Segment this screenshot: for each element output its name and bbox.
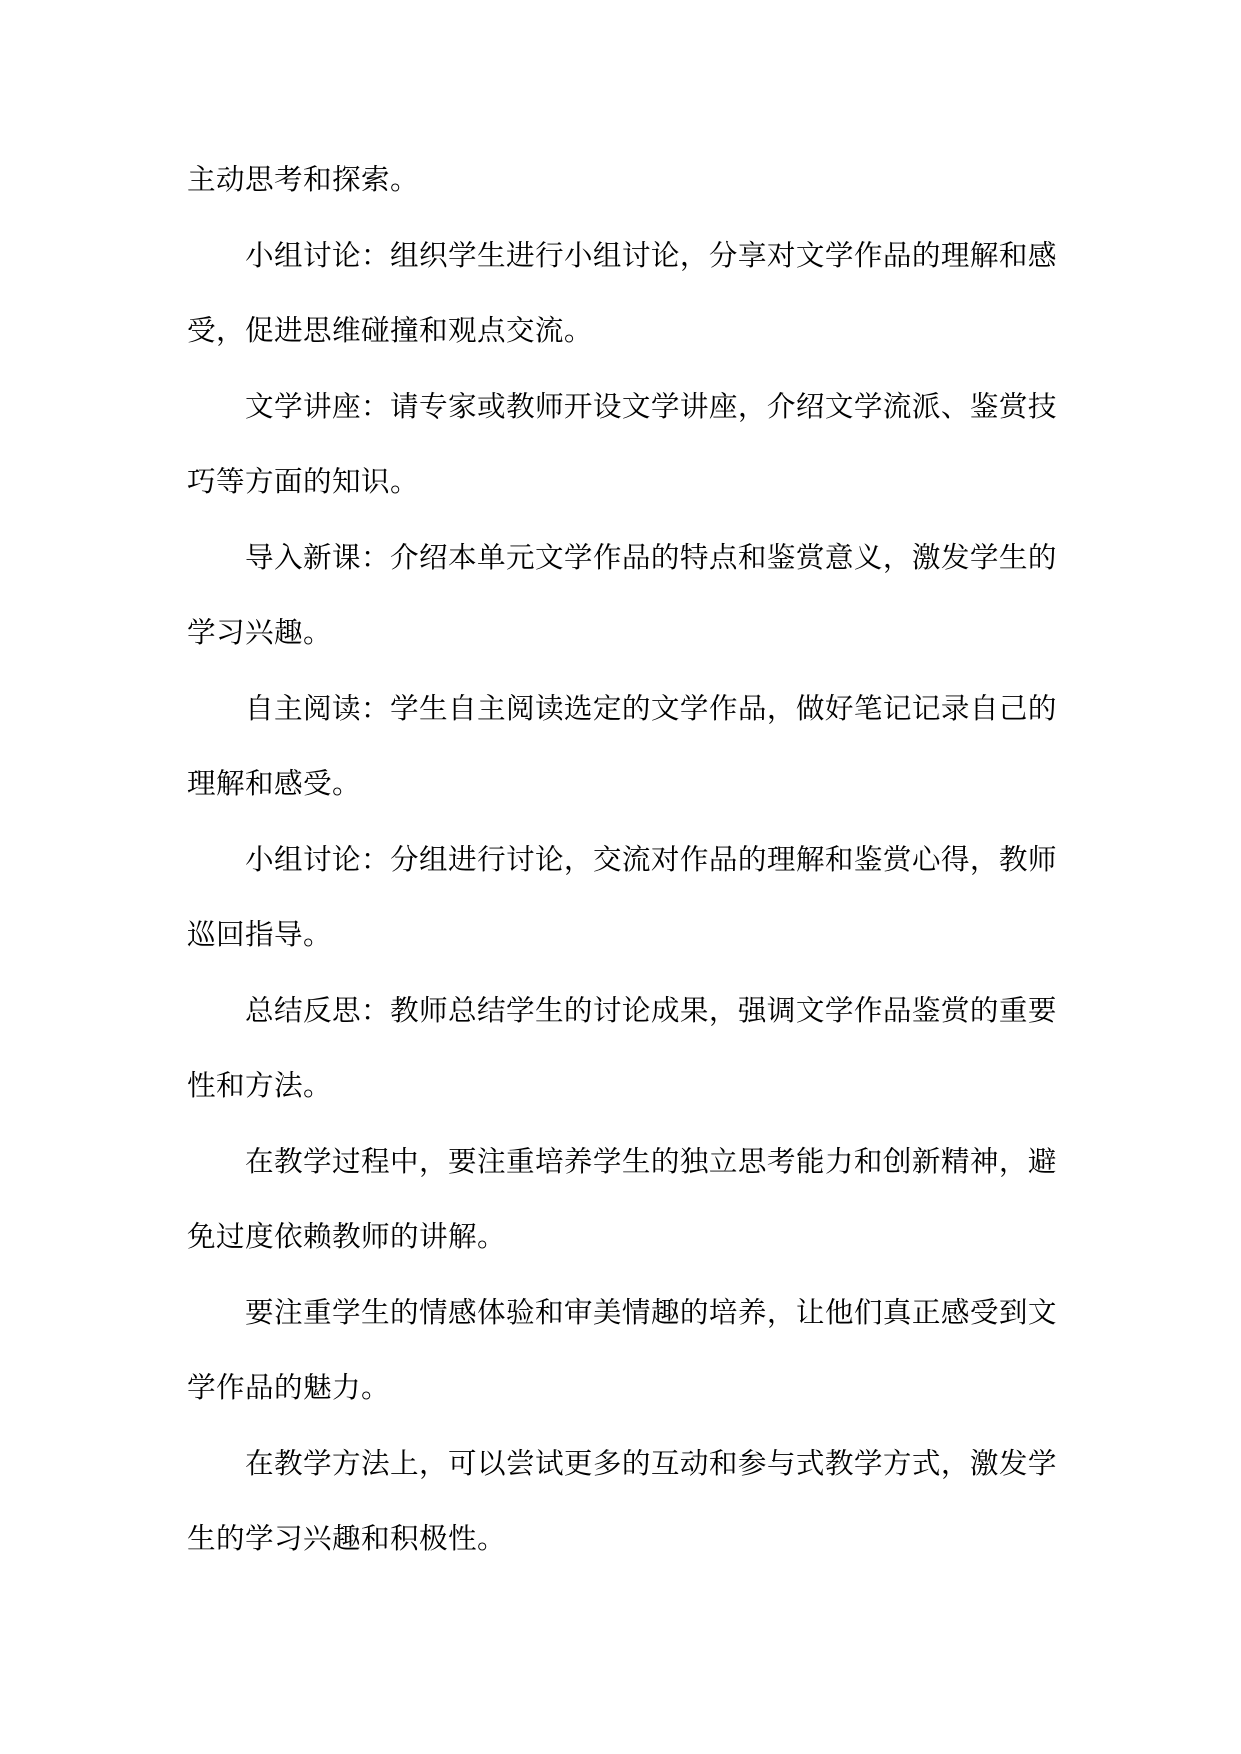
- text-line: 小组讨论：分组进行讨论，交流对作品的理解和鉴赏心得，教师: [245, 841, 1057, 876]
- text-line: 受，促进思维碰撞和观点交流。: [187, 313, 593, 347]
- text-line: 要注重学生的情感体验和审美情趣的培养，让他们真正感受到文: [245, 1294, 1057, 1329]
- text-line: 巡回指导。: [187, 917, 332, 951]
- text-line: 在教学过程中，要注重培养学生的独立思考能力和创新精神，避: [245, 1143, 1057, 1178]
- paragraph: [187, 369, 1055, 520]
- paragraph: [187, 218, 1055, 369]
- paragraph: [187, 822, 1055, 973]
- paragraph: [187, 671, 1055, 822]
- text-line: 生的学习兴趣和积极性。: [187, 1521, 506, 1555]
- paragraph: [187, 142, 1055, 218]
- text-line: 学作品的魅力。: [187, 1370, 390, 1404]
- text-line: 小组讨论：组织学生进行小组讨论，分享对文学作品的理解和感: [245, 237, 1057, 272]
- text-line: 导入新课：介绍本单元文学作品的特点和鉴赏意义，激发学生的: [245, 539, 1057, 574]
- text-line: 学习兴趣。: [187, 615, 332, 649]
- text-line: 文学讲座：请专家或教师开设文学讲座，介绍文学流派、鉴赏技: [245, 388, 1057, 423]
- paragraph: [187, 973, 1055, 1124]
- paragraph: [187, 1426, 1055, 1577]
- document-body: [187, 142, 1055, 1577]
- text-line: 主动思考和探索。: [187, 162, 419, 196]
- text-line: 自主阅读：学生自主阅读选定的文学作品，做好笔记记录自己的: [245, 690, 1057, 725]
- text-line: 性和方法。: [187, 1068, 332, 1102]
- paragraph: [187, 1124, 1055, 1275]
- text-line: 理解和感受。: [187, 766, 361, 800]
- paragraph: [187, 520, 1055, 671]
- text-line: 总结反思：教师总结学生的讨论成果，强调文学作品鉴赏的重要: [245, 992, 1057, 1027]
- text-line: 在教学方法上，可以尝试更多的互动和参与式教学方式，激发学: [245, 1445, 1057, 1480]
- text-line: 免过度依赖教师的讲解。: [187, 1219, 506, 1253]
- text-line: 巧等方面的知识。: [187, 464, 419, 498]
- paragraph: [187, 1275, 1055, 1426]
